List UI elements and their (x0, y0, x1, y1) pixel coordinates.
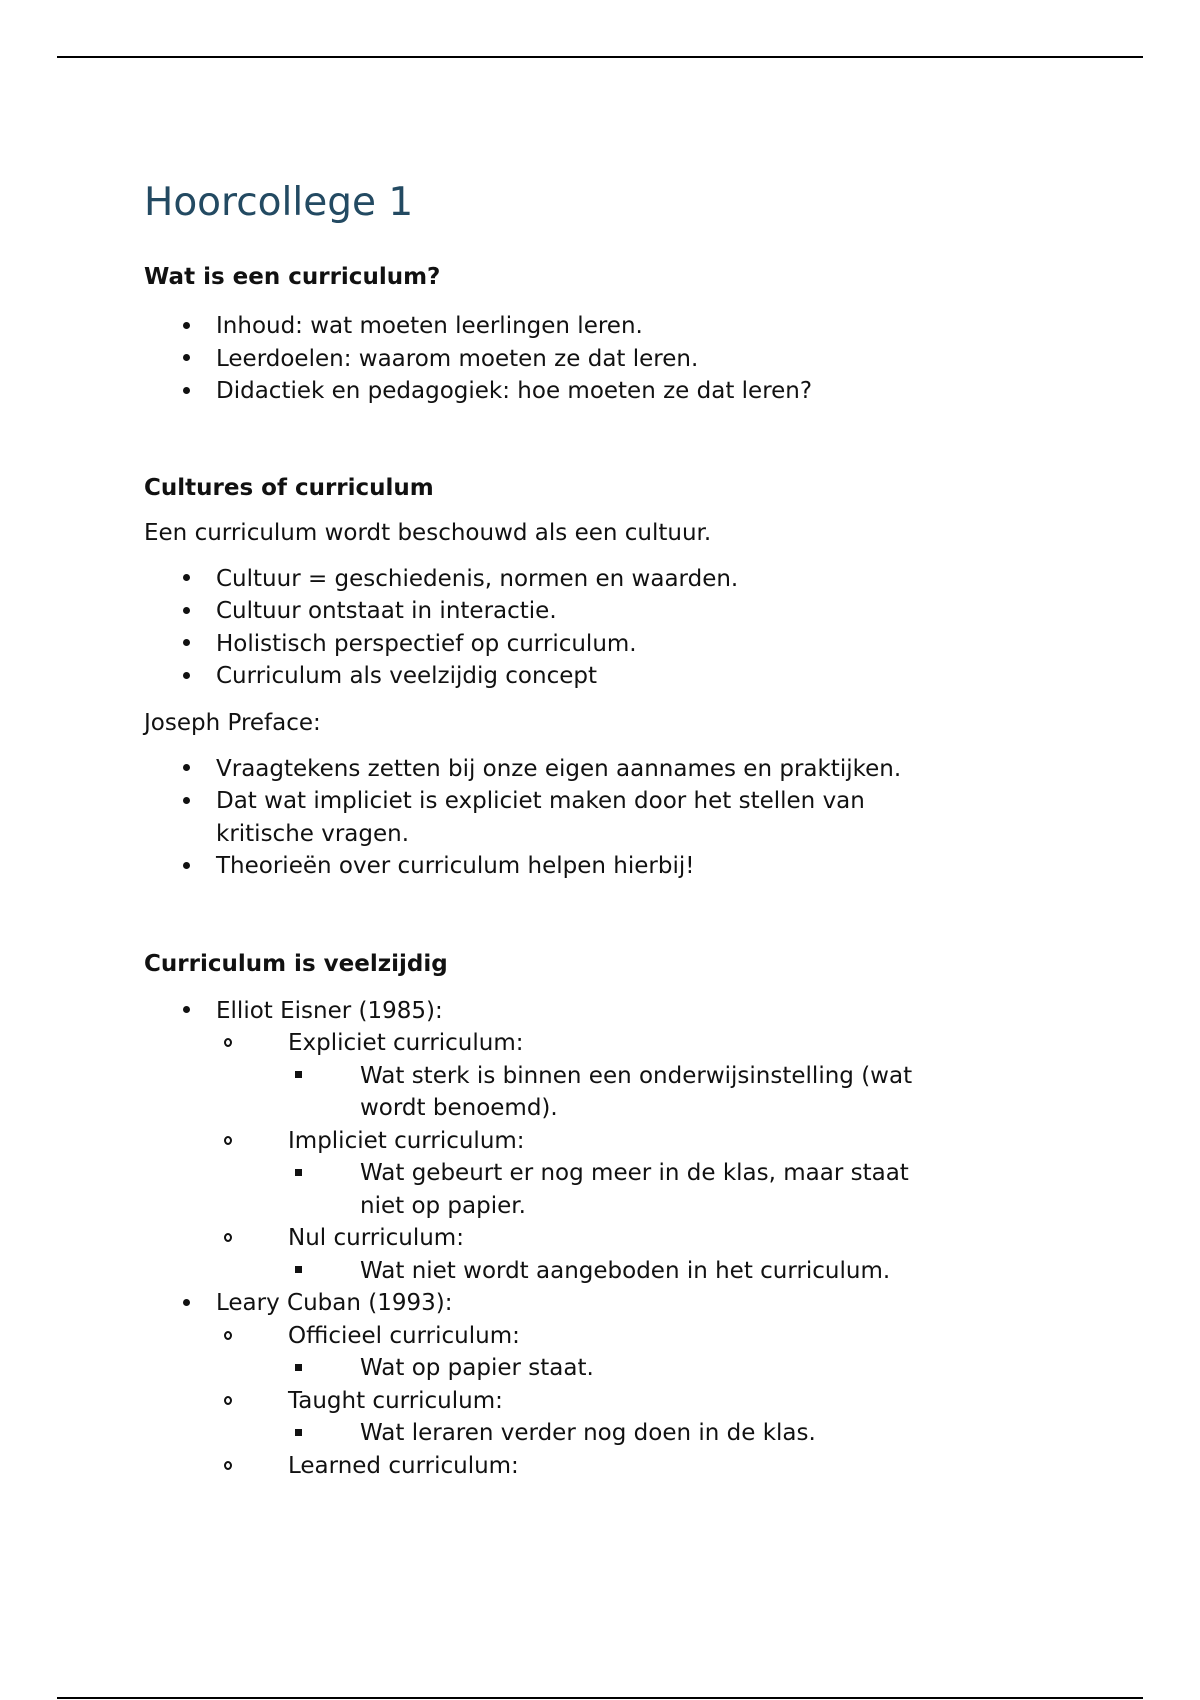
square-bullet-icon (288, 1417, 308, 1450)
square-bullet-icon (288, 1157, 308, 1190)
list-item: Curriculum als veelzijdig concept (144, 660, 1044, 693)
sub-list (216, 1320, 1044, 1483)
list-item: Elliot Eisner (1985): Expliciet curriculum: Wat sterk is binnen een onderwijsinstelling (wat wordt benoemd). Impliciet curriculum: Wat gebeurt er nog meer in de klas, maar staat niet op papier. Nul curriculum: Wat niet wordt aangeboden in het curriculum. (144, 995, 1044, 1288)
bullet-list (144, 563, 1044, 693)
list-item: Wat niet wordt aangeboden in het curriculum. (288, 1255, 1044, 1288)
bullet-icon (176, 753, 196, 786)
section-subintro: Joseph Preface: (144, 709, 321, 736)
sub-sub-list (288, 1417, 1044, 1450)
sub-sub-list (288, 1352, 1044, 1385)
section-heading: Cultures of curriculum (144, 474, 434, 501)
sub-sub-list (288, 1060, 1044, 1125)
circle-bullet-icon (218, 1320, 238, 1353)
list-item: Cultuur ontstaat in interactie. (144, 595, 1044, 628)
square-bullet-icon (288, 1352, 308, 1385)
section-curriculum-is-veelzijdig (144, 949, 1044, 1483)
circle-bullet-icon (218, 1450, 238, 1483)
bullet-icon (176, 343, 196, 376)
bullet-list (144, 310, 1044, 408)
list-item: Learned curriculum: (216, 1450, 1044, 1483)
section-heading: Curriculum is veelzijdig (144, 950, 448, 977)
list-item: Leary Cuban (1993): Officieel curriculum: Wat op papier staat. Taught curriculum: Wat leraren verder nog doen in de klas. Learned curriculum: (144, 1287, 1044, 1482)
bullet-icon (176, 1287, 196, 1320)
square-bullet-icon (288, 1255, 308, 1288)
circle-bullet-icon (218, 1385, 238, 1418)
list-item: Nul curriculum: Wat niet wordt aangeboden in het curriculum. (216, 1222, 1044, 1287)
list-item: Wat sterk is binnen een onderwijsinstelling (wat wordt benoemd). (288, 1060, 934, 1125)
bullet-icon (176, 563, 196, 596)
document-title: Hoorcollege 1 (144, 180, 414, 225)
list-item: Officieel curriculum: Wat op papier staat. (216, 1320, 1044, 1385)
section-intro: Een curriculum wordt beschouwd als een cultuur. (144, 519, 712, 546)
list-item: Vraagtekens zetten bij onze eigen aannames en praktijken. (144, 753, 1044, 786)
bullet-icon (176, 628, 196, 661)
bullet-icon (176, 595, 196, 628)
section-cultures-of-curriculum (144, 473, 1044, 883)
square-bullet-icon (288, 1060, 308, 1093)
bullet-icon (176, 850, 196, 883)
bullet-list (144, 753, 1044, 883)
bullet-icon (176, 375, 196, 408)
list-item: Expliciet curriculum: Wat sterk is binnen een onderwijsinstelling (wat wordt benoemd). (216, 1027, 1044, 1125)
footer-rule (57, 1697, 1143, 1699)
sub-sub-list (288, 1157, 1044, 1222)
circle-bullet-icon (218, 1222, 238, 1255)
sub-list (216, 1027, 1044, 1287)
bullet-list (144, 995, 1044, 1483)
circle-bullet-icon (218, 1125, 238, 1158)
list-item: Cultuur = geschiedenis, normen en waarden. (144, 563, 1044, 596)
list-item: Taught curriculum: Wat leraren verder nog doen in de klas. (216, 1385, 1044, 1450)
bullet-icon (176, 660, 196, 693)
document-body (144, 176, 1044, 1482)
bullet-icon (176, 785, 196, 818)
list-item: Inhoud: wat moeten leerlingen leren. (144, 310, 1044, 343)
list-item: Dat wat impliciet is expliciet maken door het stellen van kritische vragen. (144, 785, 1044, 850)
list-item: Wat leraren verder nog doen in de klas. (288, 1417, 1044, 1450)
section-heading: Wat is een curriculum? (144, 264, 441, 290)
list-item: Wat gebeurt er nog meer in de klas, maar staat niet op papier. (288, 1157, 944, 1222)
list-item: Theorieën over curriculum helpen hierbij! (144, 850, 1044, 883)
circle-bullet-icon (218, 1027, 238, 1060)
header-rule (57, 56, 1143, 58)
section-wat-is-een-curriculum (144, 262, 1044, 408)
list-item: Didactiek en pedagogiek: hoe moeten ze dat leren? (144, 375, 1044, 408)
list-item: Leerdoelen: waarom moeten ze dat leren. (144, 343, 1044, 376)
list-item: Holistisch perspectief op curriculum. (144, 628, 1044, 661)
bullet-icon (176, 995, 196, 1028)
sub-sub-list (288, 1255, 1044, 1288)
bullet-icon (176, 310, 196, 343)
list-item: Wat op papier staat. (288, 1352, 1044, 1385)
list-item: Impliciet curriculum: Wat gebeurt er nog meer in de klas, maar staat niet op papier. (216, 1125, 1044, 1223)
